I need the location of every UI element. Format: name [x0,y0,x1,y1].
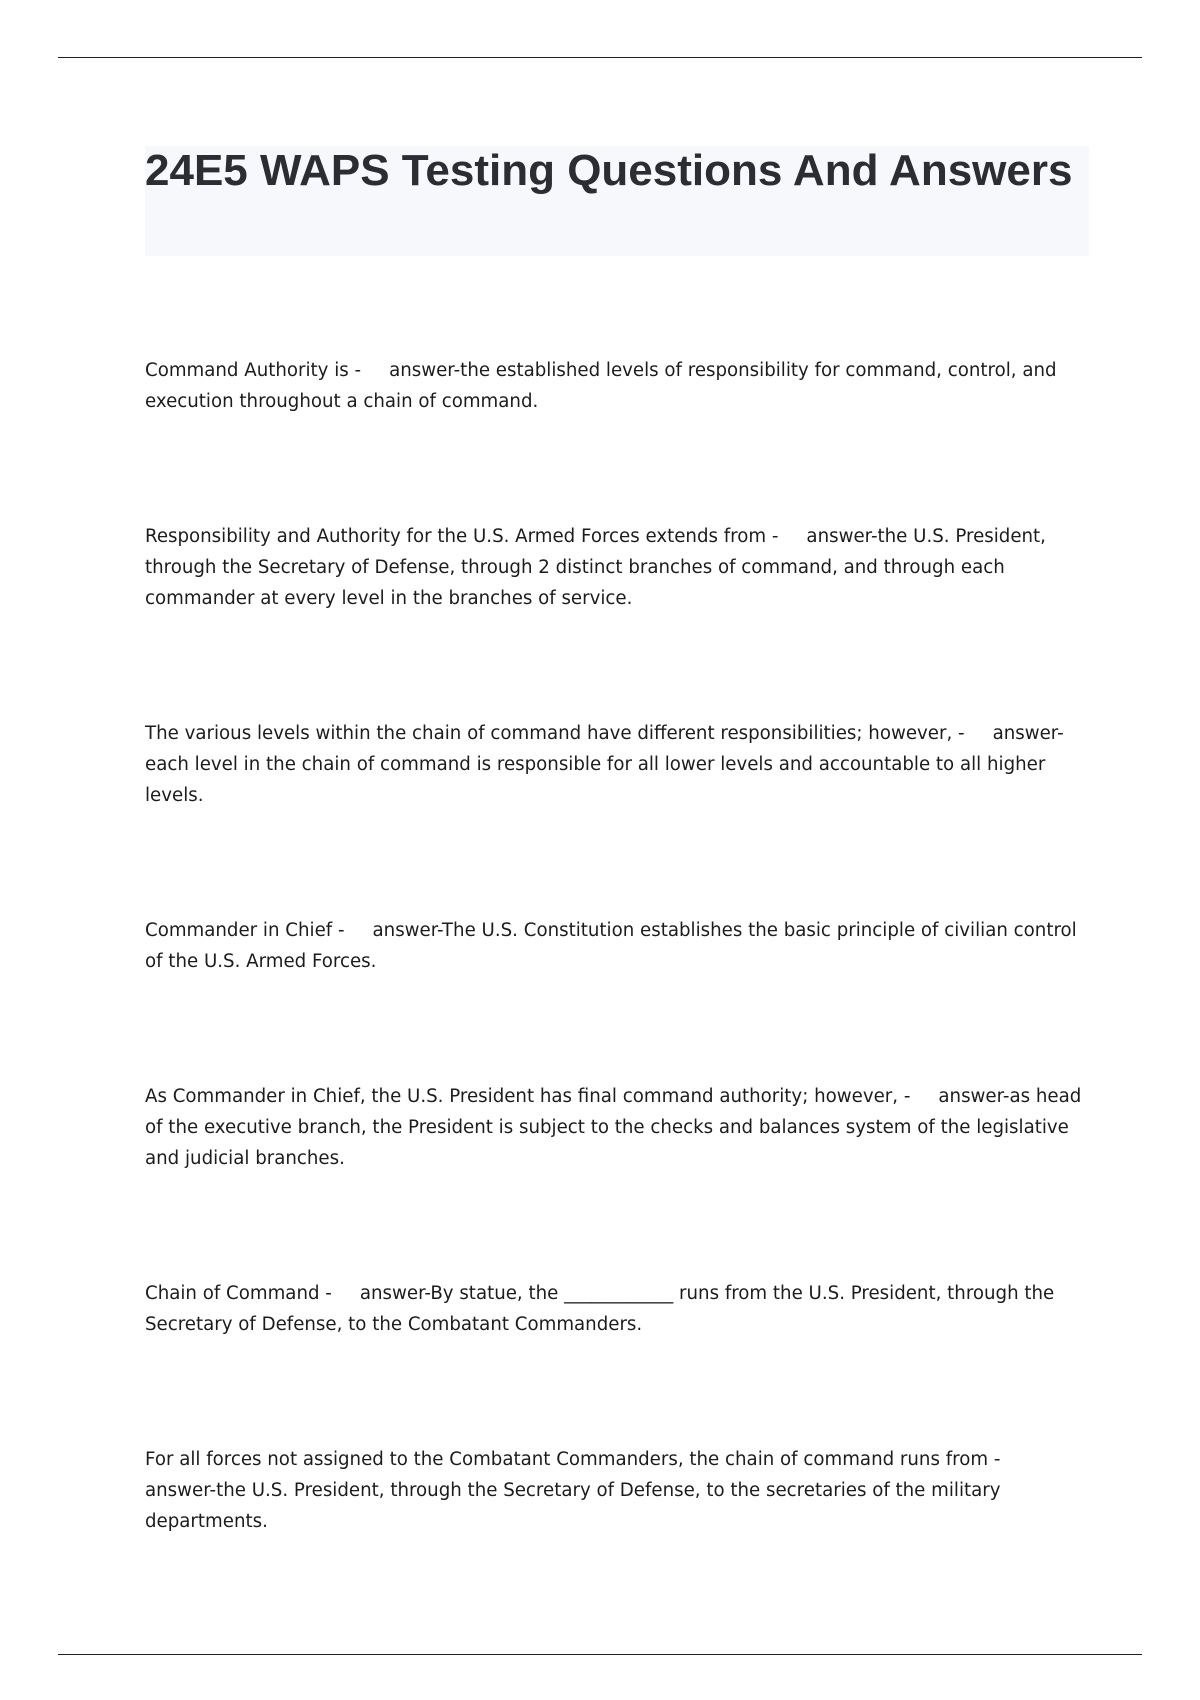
answer-text: answer-the U.S. President, through the Secretary of Defense, to the secretaries of the military departments. [145,1480,1001,1532]
answer-text: answer-as head of the executive branch, the President is subject to the checks and balances system of the legislative and judicial branches. [145,1086,1082,1169]
qa-item [145,1444,1095,1537]
answer-text: answer-the U.S. President, through the Secretary of Defense, through 2 distinct branches of command, and through each commander at every level in the branches of service. [145,526,1046,609]
qa-item [145,1278,1095,1340]
answer-text: answer-the established levels of responsibility for command, control, and execution throughout a chain of command. [145,360,1057,412]
qa-item [145,521,1095,614]
top-divider [58,57,1142,58]
question-text: For all forces not assigned to the Combatant Commanders, the chain of command runs from - [145,1449,1001,1470]
qa-list [145,355,1095,1641]
question-text: As Commander in Chief, the U.S. President has final command authority; however, - [145,1086,911,1107]
question-text: Chain of Command - [145,1283,332,1304]
question-text: Command Authority is - [145,360,362,381]
qa-item [145,1081,1095,1174]
qa-item [145,718,1095,811]
answer-text: answer-each level in the chain of command is responsible for all lower levels and accountable to all higher levels. [145,723,1064,806]
qa-item [145,355,1095,417]
question-text: Commander in Chief - [145,920,345,941]
title-block [145,146,1089,256]
page-title: 24E5 WAPS Testing Questions And Answers [145,146,1073,195]
question-text: Responsibility and Authority for the U.S. Armed Forces extends from - [145,526,779,547]
answer-text: answer-The U.S. Constitution establishes the basic principle of civilian control of the U.S. Armed Forces. [145,920,1077,972]
qa-item [145,915,1095,977]
bottom-divider [58,1654,1142,1655]
question-text: The various levels within the chain of command have different responsibilities; however, - [145,723,965,744]
answer-text: answer-By statue, the ____________ runs from the U.S. President, through the Secretary of Defense, to the Combatant Commanders. [145,1283,1055,1335]
